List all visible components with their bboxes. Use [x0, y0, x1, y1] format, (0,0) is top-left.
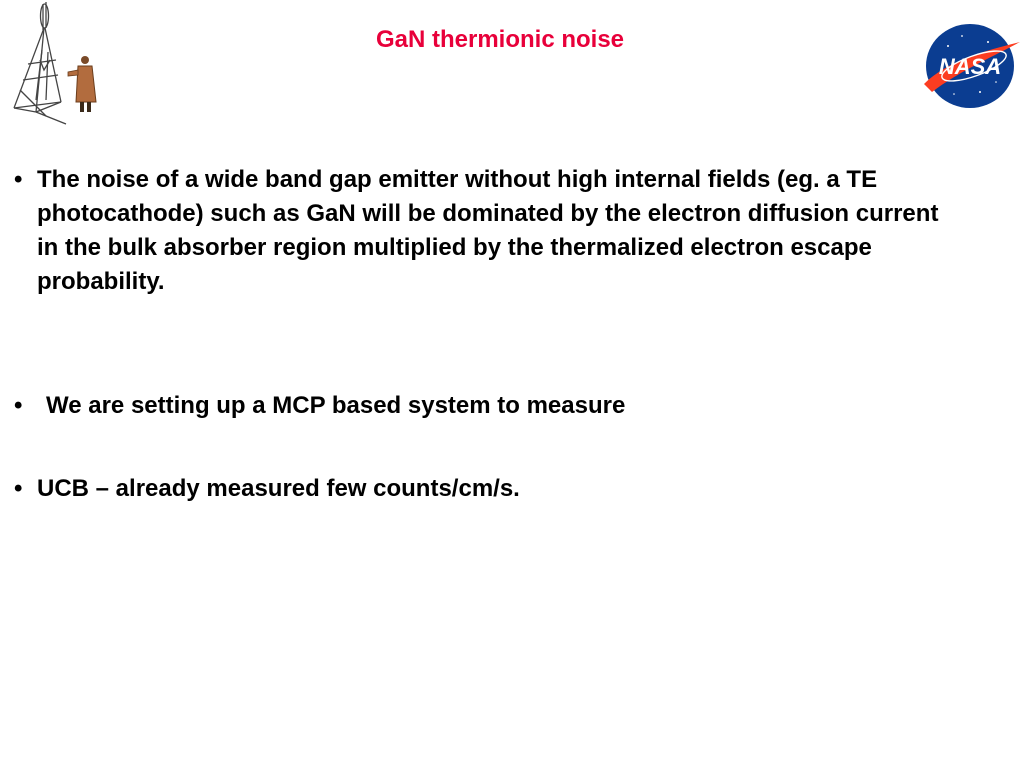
bullet-marker: •: [14, 166, 23, 193]
nasa-meatball-logo: [918, 20, 1022, 110]
bullet-text: UCB – already measured few counts/cm/s.: [37, 475, 520, 502]
list-item: [14, 389, 964, 423]
bullet-marker: •: [14, 392, 23, 419]
nasa-logo-text: NASA: [938, 54, 1002, 79]
bullet-text: The noise of a wide band gap emitter without high internal fields (eg. a TE photocathode) such as GaN will be dominated by the electron diffusion current in the bulk absorber region multiplied by the thermalized electron escape probability.: [37, 166, 939, 295]
list-item: [14, 472, 964, 506]
bullet-list: [14, 163, 964, 506]
goddard-rocket-logo: [6, 0, 106, 128]
slide-title: GaN thermionic noise: [375, 26, 625, 53]
bullet-marker: •: [14, 475, 23, 502]
list-item: [14, 163, 964, 299]
bullet-text: We are setting up a MCP based system to measure: [46, 392, 626, 419]
